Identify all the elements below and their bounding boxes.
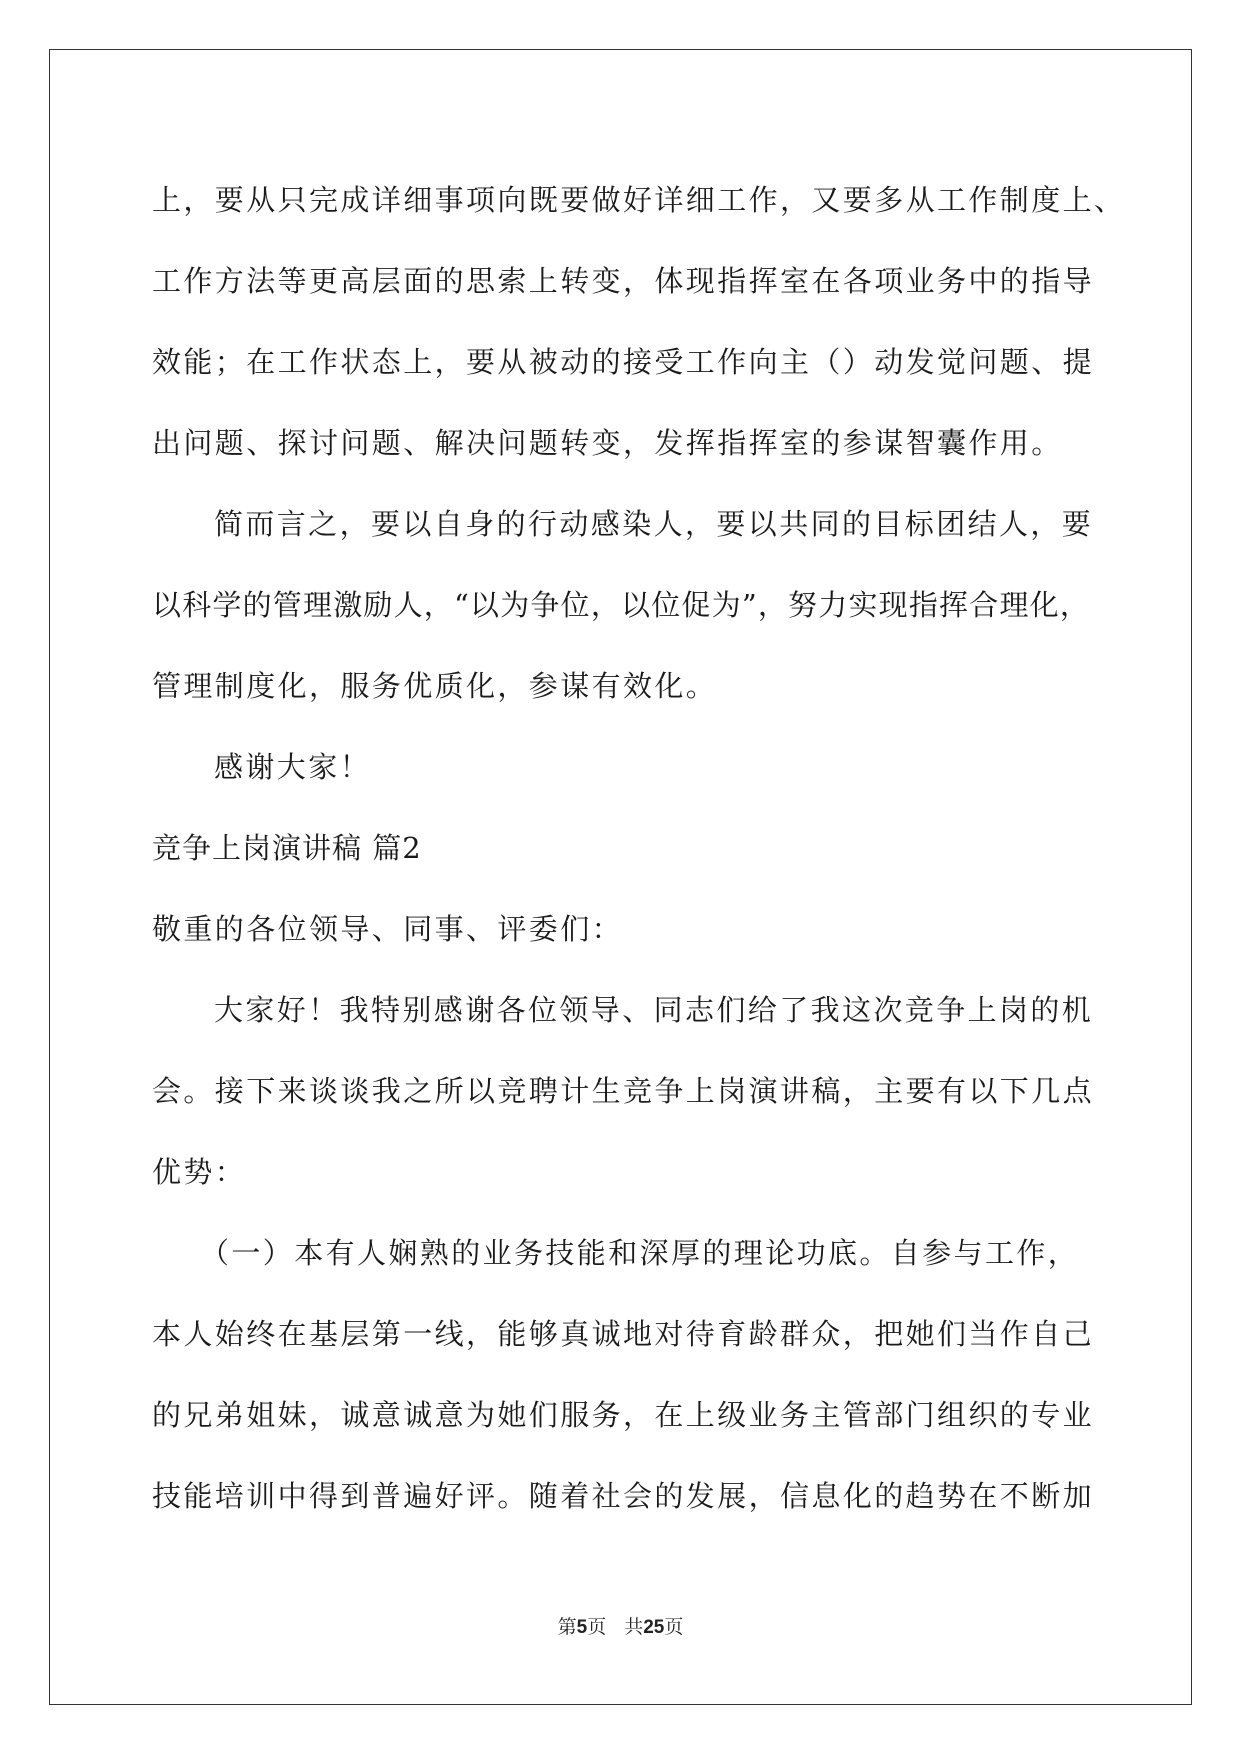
page-footer: [0, 1612, 1241, 1639]
section-heading: 竞争上岗演讲稿 篇2: [152, 831, 422, 865]
current-page-number: 5: [576, 1617, 588, 1638]
paragraph-line: 工作方法等更高层面的思索上转变，体现指挥室在各项业务中的指导: [152, 264, 1095, 298]
paragraph-line: 管理制度化，服务优质化，参谋有效化。: [152, 669, 718, 703]
paragraph-line: 本人始终在基层第一线，能够真诚地对待育龄群众，把她们当作自己: [152, 1317, 1095, 1351]
total-page-count: 25: [643, 1617, 665, 1638]
page-prefix: 第: [557, 1617, 577, 1638]
paragraph-line: 优势：: [152, 1155, 247, 1189]
salutation: 敬重的各位领导、同事、评委们：: [152, 912, 624, 946]
closing-thanks: 感谢大家！: [214, 750, 372, 784]
paragraph-line: 会。接下来谈谈我之所以竞聘计生竞争上岗演讲稿，主要有以下几点: [152, 1074, 1095, 1108]
document-body: [152, 160, 1126, 1537]
paragraph-line: 上，要从只完成详细事项向既要做好详细工作，又要多从工作制度上、: [152, 183, 1126, 217]
page-suffix: 页: [587, 1617, 607, 1638]
paragraph-line: 大家好！我特别感谢各位领导、同志们给了我这次竞争上岗的机: [214, 993, 1094, 1027]
paragraph-line: 出问题、探讨问题、解决问题转变，发挥指挥室的参谋智囊作用。: [152, 426, 1063, 460]
total-suffix: 页: [664, 1617, 684, 1638]
paragraph-line: （一）本有人娴熟的业务技能和深厚的理论功底。自参与工作，: [200, 1236, 1080, 1270]
paragraph-line: 效能；在工作状态上，要从被动的接受工作向主（）动发觉问题、提: [152, 345, 1095, 379]
paragraph-line: 技能培训中得到普遍好评。随着社会的发展，信息化的趋势在不断加: [152, 1479, 1095, 1513]
paragraph-line: 简而言之，要以自身的行动感染人，要以共同的目标团结人，要: [214, 507, 1094, 541]
total-prefix: 共: [624, 1617, 644, 1638]
paragraph-line: 以科学的管理激励人，“以为争位，以位促为”，努力实现指挥合理化，: [152, 588, 1091, 622]
paragraph-line: 的兄弟姐妹，诚意诚意为她们服务，在上级业务主管部门组织的专业: [152, 1398, 1095, 1432]
